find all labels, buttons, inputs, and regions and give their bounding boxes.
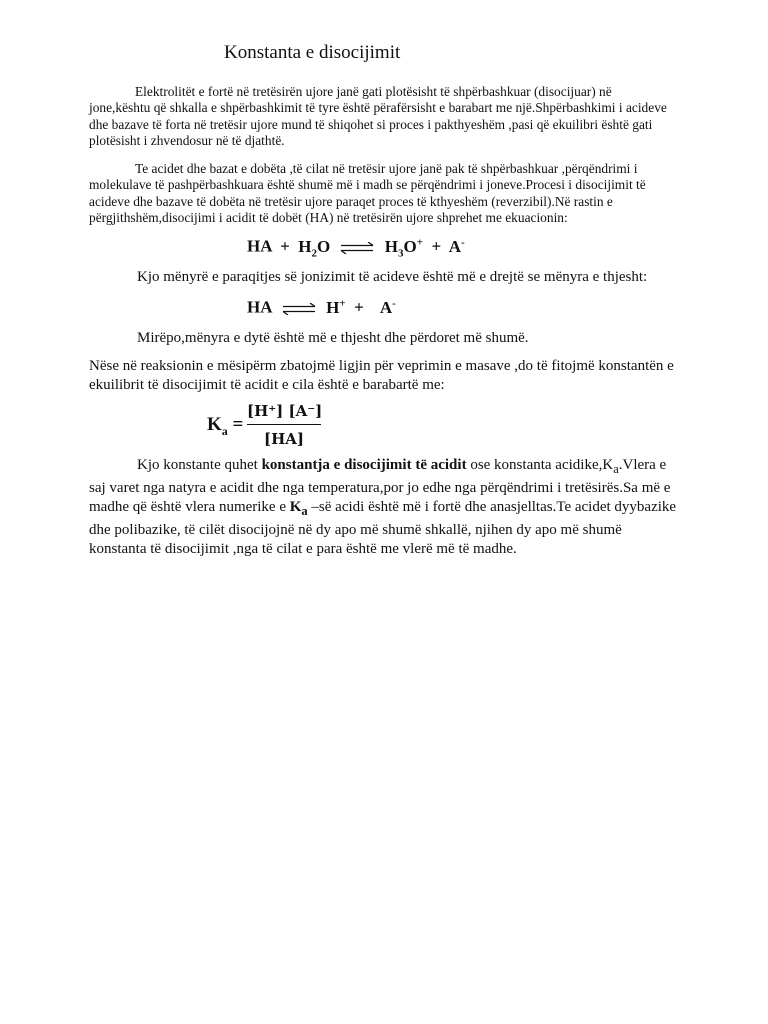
ka-numerator: [H⁺] [A⁻] [247, 402, 323, 420]
paragraph-weak-acids: Te acidet dhe bazat e dobëta ,të cilat në tretësir ujore janë pak të shpërbashkuar ,përqëndrimi i molekulave të pashpërbashkuara është shumë më i madh se përqëndrimi i joneve.Procesi i disocijimit të acideve dhe bazave të dobëta në tretësir ujore paraqet proces të kthyeshëm (reverzibil).Në rastin e përgjithshëm,disocijimi i acidit të dobët (HA) në tretësirën ujore shprehet me ekuacionin: [89, 161, 646, 225]
eq1-plus-2: + [431, 236, 442, 256]
ka-fraction [247, 400, 321, 450]
term-acid-dissociation-constant: konstantja e disocijimit të acidit [261, 457, 467, 473]
term-ka: $K_a$ [289, 499, 308, 518]
equilibrium-arrows-icon [282, 303, 316, 315]
paragraph-mass-action: Nëse në reaksionin e mësipërm zbatojmë ligjin për veprimin e masave ,do të fitojmë konstantën e ekuilibrit të disocijimit të acidit e cila është e barabartë me: [89, 358, 674, 393]
fraction-bar [247, 424, 321, 425]
eq1-reactant-ha: HA [247, 236, 272, 256]
eq2-anion: A- [379, 297, 396, 317]
eq1-plus: + [280, 236, 290, 256]
equilibrium-arrows-icon [340, 242, 374, 254]
paragraph-simple-form-intro: Kjo mënyrë e paraqitjes së jonizimit të acideve është më e drejtë se mënyra e thjesht: [137, 269, 648, 285]
eq1-water: $H_2O$ [298, 236, 331, 260]
paragraph-strong-electrolytes: Elektrolitët e fortë në tretësirën ujore janë gati plotësisht të shpërbashkuar (disocijuar) në jone,kështu që shkalla e shpërbashkimit të tyre është përafërsisht e barabart me një.Shpërbashkimi i acideve dhe bazave të forta në tretësir ujore mund të shiqohet si proces i pakthyeshëm ,pasi që ekuilibri është gati plotësisht i zhvendosur në të djathtë. [89, 84, 667, 148]
eq1-hydronium: $H_3O^+$ [384, 236, 423, 260]
ka-denominator: [HA] [263, 430, 304, 448]
equation-simple-dissociation [247, 297, 396, 318]
paragraph-second-form: Mirëpo,mënyra e dytë është më e thjesht dhe përdoret më shumë. [137, 330, 529, 346]
equation-acid-water-dissociation [247, 236, 465, 259]
eq2-proton: H+ [326, 297, 346, 317]
eq2-reactant-ha: HA [247, 297, 272, 317]
eq1-anion: A- [448, 236, 465, 256]
ka-symbol: $K_a$ = [207, 414, 244, 438]
paragraph-acid-constant: Kjo konstante quhet konstantja e disocijimit të acidit ose konstanta $acidike,K_a.Vlera$ e saj varet nga natyra e acidit dhe nga temperatura,por jo edhe nga përqëndrimi i tretësirës.Sa më e madhe që është vlera numerike e $K_a$ –së acidi është më i fortë dhe anasjelltas.Te acidet dyybazike dhe polibazike, të cilët disocijojnë në dy apo më shumë shkallë, njihen dy apo më shumë konstanta të disocijimit ,nga të cilat e para është me vlerë më të madhe. [89, 457, 677, 557]
page-title: Konstanta e disocijimit [224, 42, 401, 63]
eq2-plus: + [354, 297, 364, 317]
